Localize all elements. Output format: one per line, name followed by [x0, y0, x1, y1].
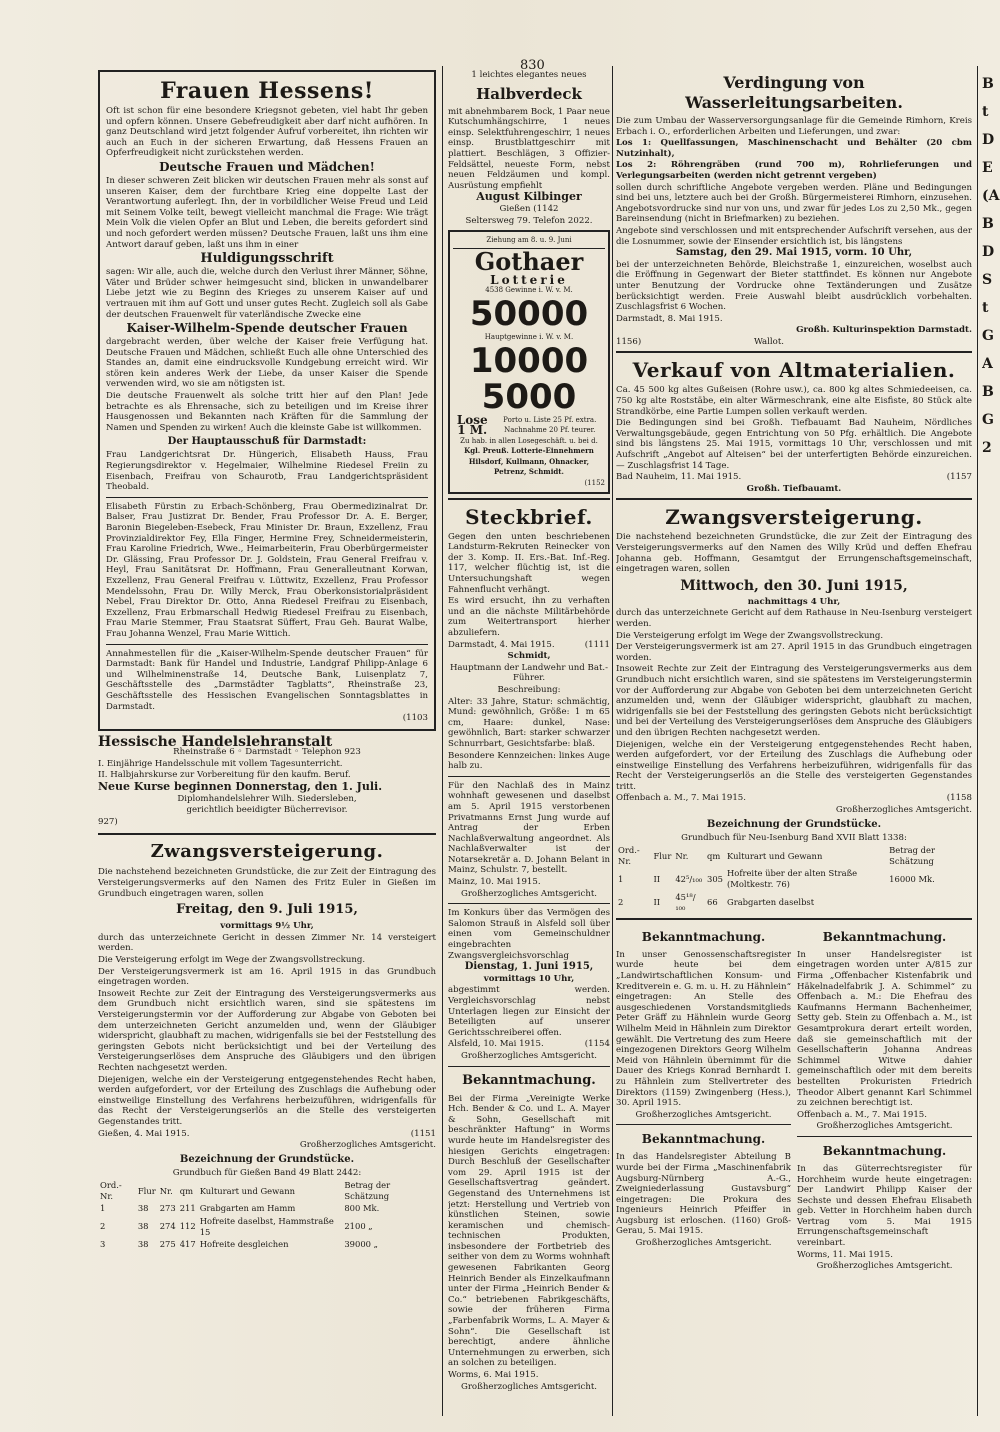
lottery-agent-names: Hilsdorf, Kullmann, Ohnacker, Petrenz, Schmidt. — [468, 456, 590, 477]
fragment: A — [982, 356, 993, 372]
auction-place: durch das unterzeichnete Gericht in dessen Zimmer Nr. 14 versteigert werden. — [98, 932, 436, 954]
carriage-firm: August Kilbinger — [476, 190, 582, 204]
lottery-date: Ziehung am 8. u. 9. Juni — [453, 235, 605, 249]
nachlass-text: Für den Nachlaß des in Mainz wohnhaft gewesenen und daselbst am 5. April 1915 verstorbenen Privatmanns Ernst Jung wurde auf Antrag der Erben Nachlaßverwaltung angeordnet. Als Nachlaßverwalter ist der Notarsekretär a. D. Johann Belant in Mainz, Schulstr. 7, bestellt. — [448, 780, 610, 876]
spende-title: Kaiser-Wilhelm-Spende deutscher Frauen — [126, 321, 408, 336]
bekannt-court: Großherzogliches Amtsgericht. — [460, 1381, 598, 1392]
fragment: G — [982, 328, 994, 344]
huldigung-text: sagen: Wir alle, auch die, welche durch den Verlust ihrer Männer, Söhne, Väter und Brüder schwer heimgesucht sind, blicken in unwandelbarer Liebe jetzt wie zu Beginn des Krieges zu unserem Kaiser auf und vertrauen mit ihm auf Gott und unser gutes Recht. Zugleich soll als Gabe der deutschen Frauenwelt für vaterländische Zwecke eine — [106, 267, 428, 320]
committee-names-2: Elisabeth Fürstin zu Erbach-Schönberg, Frau Obermedizinalrat Dr. Balser, Frau Justizrat Dr. Bender, Frau Professor Dr. A. E. Berger, Baronin Biegeleben-Esebeck, Frau Minister Dr. Braun, Exzellenz, Frau Provinzialdirektor Fey, Ella Finger, Hermine Frey, Schneidermeisterin, Frau Karoline Friedrich, Wwe., Heimarbeiterin, Frau Oberbürgermeister Dr. Glässing, Frau Professor Dr. J. Goldstein, Frau General Freifrau v. Heyl, Frau Sanitätsrat Dr. Hoffmann, Frau Generalleutnant Korwan, Exzellenz, Frau General Freifrau v. Lüttwitz, Exzellenz, Frau Professor Mendelssohn, Frau Dr. Willy Merck, Frau Oberkonsistorialpräsident Nebel, Frau Direktor Dr. Otto, Anna Riedesel Freifrau zu Eisenbach, Exzellenz, Frau Erbmarschall Hedwig Riedesel Freifrau zu Eisenbach, Frau Marie Stemmer, Frau Staatsrat Süffert, Frau Geh. Baurat Walbe, Frau Johanna Wenzel, Frau Marie Wittich. — [106, 501, 428, 639]
steckbrief-name: Schmidt, — [507, 651, 551, 662]
column-4-fragments — [982, 70, 1000, 1420]
table-header: Ord.-Nr. Flur Nr. qm Kulturart und Gewann Betrag der Schätzung — [100, 1180, 391, 1201]
nachlass-court: Großherzogliches Amtsgericht. — [460, 888, 598, 899]
fragment: (A — [982, 188, 1000, 204]
bk-left-text: In unser Genossenschaftsregister wurde heute bei dem „Landwirtschaftlichen Konsum- und Kreditverein e. G. m. u. H. zu Hähnlein“ eingetragen: An Stelle des ausgeschiedenen Vorstandsmitglieds Peter Gräff zu Hähnlein wurde Georg Wilhelm Meid in Hähnlein zum Direktor gewählt. Die Vertretung des zum Heere eingezogenen Direktors Georg Wilhelm Meid von Hähnlein übernimmt für die Dauer des Kriegs Konrad Bernhardt I. zu Hähnlein zum Stellvertreter des Direktors (1159) Zwingenberg (Hess.), 30. April 1915. — [616, 949, 791, 1109]
steckbrief-text2: Es wird ersucht, ihn zu verhaften und an die nächste Militärbehörde zum Weitertransport hierher abzuliefern. — [448, 596, 610, 638]
huldigung-title: Huldigungsschrift — [200, 251, 334, 267]
auction-title: Zwangsversteigerung. — [150, 841, 384, 863]
auction-p2: Der Versteigerungsvermerk ist am 16. April 1915 in das Grundbuch eingetragen worden. — [98, 966, 436, 988]
steckbrief-place: Darmstadt, 4. Mai 1915. (1111 — [448, 639, 610, 650]
call-text: Die deutsche Frauenwelt als solche tritt hier auf den Plan! Jede betrachte es als Ehrensache, sich zu beteiligen und im Kreise ihrer Hausgenossen und Bekannten nach Kräften für die Sammlung der Namen und Spenden zu wirken! Auch die kleinste Gabe ist willkommen. — [106, 391, 428, 433]
auction2-court: Großherzogliches Amtsgericht. — [835, 805, 972, 816]
auction-court: Großherzogliches Amtsgericht. — [299, 1140, 436, 1151]
school-ad — [98, 733, 436, 828]
school-courses: Neue Kurse beginnen Donnerstag, den 1. Juli. — [98, 780, 383, 794]
bk-left-title: Bekanntmachung. — [641, 929, 766, 944]
carriage-line1: 1 leichtes elegantes neues — [471, 70, 587, 80]
appeal-box — [98, 70, 436, 731]
bk-right-court: Großherzogliches Amtsgericht. — [816, 1121, 953, 1132]
table-header: Ord.-Nr. Flur Nr. qm Kulturart und Gewann Betrag der Schätzung — [618, 845, 935, 866]
auction2-p3: Insoweit Rechte zur Zeit der Eintragung des Versteigerungsvermerks aus dem Grundbuch nicht ersichtlich waren, sind sie spätestens im Versteigerungstermin vor der Aufforderung zur Abgabe von Geboten bei dem unterzeichneten Gericht anzumelden und, wenn der Gläubiger widerspricht, glaubhaft zu machen, widrigenfalls sie bei der Feststellung des geringsten Gebots nicht berücksichtigt und bei der Verteilung des Versteigerungserlöses dem Anspruche des Gläubigers und den übrigen Rechten nachgesetzt werden. — [616, 664, 972, 738]
carriage-text: mit abnehmbarem Bock, 1 Paar neue Kutschumhängschirre, 1 neues einsp. Selektfuhrengeschirr, 1 neues einsp. Brustblattgeschirr mit plattiert. Beschlägen, 3 Offizier-Feldsättel, neueste Form, nebst neuen Feldzäumen und kompl. Ausrüstung empfiehlt — [448, 106, 610, 191]
bekannt-place: Worms, 6. Mai 1915. — [448, 1370, 539, 1380]
collection-text: Annahmestellen für die „Kaiser-Wilhelm-Spende deutscher Frauen“ für Darmstadt: Bank für Handel und Industrie, Landgraf Philipp-Anlage 6 und Wilhelminenstraße 14, Deutsche Bank, Luisenplatz 7, Geschäftsstelle des „Darmstädter Tagblatts“, Rheinstraße 23, Geschäftsstelle des Hessischen Evangelischen Sonntagsblattes in Darmstadt. — [106, 648, 428, 712]
committee-names: Frau Landgerichtsrat Dr. Hüngerich, Elisabeth Hauss, Frau Regierungsdirektor v. Hegelmaier, Wilhelmine Riedesel Freiin zu Eisenbach, Freifrau von Schaurotb, Frau Landgerichtspräsident Theobald. — [106, 450, 428, 493]
steckbrief-desc: Alter: 33 Jahre, Statur: schmächtig, Mund: gewöhnlich, Größe: 1 m 65 cm, Haare: dunkel, Nase: gewöhnlich, Bart: starker schwarzer Schnurrbart, Gesichtsfarbe: blaß. — [448, 696, 610, 749]
verdingung-signer: 1156) Wallot. — [616, 336, 785, 347]
table-row: 3 38 275 417 Hofreite desgleichen 39000 „ — [100, 1239, 378, 1250]
auction2-grund-sub: Grundbuch für Neu-Isenburg Band XVII Blatt 1338: — [681, 832, 907, 843]
nachlass-place: Mainz, 10. Mai 1915. — [448, 877, 541, 888]
verdingung-title: Verdingung von Wasserleitungsarbeiten. — [685, 73, 903, 112]
lottery-agent: Kgl. Preuß. Lotterie-Einnehmern — [464, 446, 594, 456]
verdingung-text: Die zum Umbau der Wasserversorgungsanlage für die Gemeinde Rimhorn, Kreis Erbach i. O., erforderlichen Arbeiten und Lieferungen, und zwar: — [616, 116, 972, 137]
lottery-lose: Lose 1 M. — [456, 412, 488, 438]
auction2-p1: Die Versteigerung erfolgt im Wege der Zwangsvollstreckung. — [616, 630, 884, 641]
fragment: D — [982, 132, 995, 148]
altmaterial-place: Bad Nauheim, 11. Mai 1915. (1157 — [616, 472, 972, 483]
fragment: B — [982, 384, 994, 400]
bekannt-text: Bei der Firma „Vereinigte Werke Hch. Bender & Co. und L. A. Mayer & Sohn, Gesellschaft mit beschränkter Haftung“ in Worms wurde heute im Handelsregister des hiesigen Gerichts eingetragen: Durch Beschluß der Gesellschafter vom 29. April 1915 ist der Gesellschaftsvertrag geändert. Gegenstand des Unternehmens ist jetzt: Herstellung und Vertrieb von künstlichen Steinen, sowie keramischen und chemisch-technischen Produkten, insbesondere der Fortbetrieb des seither von dem zu Worms wohnhaft gewesenen Fabrikanten Georg Heinrich Bender als Einzelkaufmann unter der Firma „Heinrich Bender & Co.“ betriebenen Fabrikgeschäfts, sowie der früheren Firma „Farbenfabrik Worms, L. A. Mayer & Sohn“. Die Gesellschaft ist berechtigt, andere ähnliche Unternehmungen zu erwerben, sich an solchen zu beteiligen. — [448, 1093, 610, 1369]
bekannt-title: Bekanntmachung. — [462, 1072, 596, 1088]
notice-grid — [616, 924, 972, 1273]
auction2-p4: Diejenigen, welche ein der Versteigerung entgegenstehendes Recht haben, werden aufgefordert, vor der Erteilung des Zuschlags die Aufhebung oder einstweilige Einstellung des Verfahrens herbeizuführen, widrigenfalls für das Recht der Versteigerungserlös an die Stelle des versteigerten Gegenstandes tritt. — [616, 739, 972, 792]
verdingung — [616, 73, 972, 347]
notice-right — [797, 924, 972, 1273]
auction-date: Freitag, den 9. Juli 1915, — [176, 902, 358, 918]
altmaterial-text2: Die Bedingungen sind bei Großh. Tiefbauamt Bad Nauheim, Nördliches Verwaltungsgebäude, gegen Entrichtung von 50 Pfg. erhältlich. Die Angebote sind bis längstens 25. Mai 1915, vormittags 10 Uhr, verschlossen und mit Aufschrift „Angebot auf Alteisen“ bei der unterfertigten Behörde einzureichen. — Zuschlagsfrist 14 Tage. — [616, 418, 972, 471]
steckbrief — [448, 504, 610, 772]
verdingung-los2: Los 2: Röhrengräben (rund 700 m), Rohrlieferungen und Verlegungsarbeiten (werden nicht getrennt vergeben) — [616, 160, 972, 181]
steckbrief-rank: Hauptmann der Landwehr und Bat.-Führer. — [449, 662, 609, 684]
auction-p3: Insoweit Rechte zur Zeit der Eintragung des Versteigerungsvermerks aus dem Grundbuch nicht ersichtlich waren, sind sie spätestens im Versteigerungstermin vor der Aufforderung zur Abgabe von Geboten bei dem unterzeichneten Gericht anzumelden und, wenn der Gläubiger widerspricht, glaubhaft zu machen, widrigenfalls sie bei der Feststellung des geringsten Gebots nicht berücksichtigt und bei der Verteilung des Versteigerungserlöses dem Anspruche des Gläubigers und den übrigen Rechten nachgesetzt werden. — [98, 988, 436, 1073]
appeal-body: In dieser schweren Zeit blicken wir deutschen Frauen mehr als sonst auf unseren Kaiser, dem der furchtbare Krieg eine doppelte Last der Verantwortung auferlegt. Ihn, der in vorbildlicher Weise Freud und Leid mit Seinem Volke teilt, bewegt vielleicht manchmal die Frage: Wie trägt Mein Volk die vielen Opfer an Blut und Leben, die bereits gefordert sind und noch gefordert werden müssen? Deutsche Frauen, laßt uns ihm eine Antwort darauf geben, laßt uns ihm in einer — [106, 175, 428, 250]
bk-right-title: Bekanntmachung. — [822, 929, 947, 944]
verdingung-place: Darmstadt, 8. Mai 1915. — [616, 313, 723, 324]
auction2-p2: Der Versteigerungsvermerk ist am 27. April 1915 in das Grundbuch eingetragen worden. — [616, 642, 972, 663]
appeal-intro: Oft ist schon für eine besondere Kriegsnot gebeten, viel habt Ihr geben und opfern können. Unsere Gebefreudigkeit aber darf nicht aufhören. In ganz Deutschland wird jetzt folgender Aufruf vorbereitet, ihn richten wir auch an Euch in der sicheren Erwartung, daß Hessens Frauen an Opferfreudigkeit nicht zurückstehen werden. — [106, 106, 428, 159]
fragment: t — [982, 104, 989, 120]
fragment: B — [982, 76, 994, 92]
column-rule — [442, 66, 443, 1416]
bk-left2-title: Bekanntmachung. — [641, 1132, 766, 1147]
school-line1: I. Einjährige Handelsschule mit vollem Tagesunterricht. — [98, 758, 343, 769]
bk-right-place: Offenbach a. M., 7. Mai 1915. — [797, 1109, 927, 1120]
column-3 — [616, 70, 972, 1420]
fragment: 2 — [982, 440, 992, 456]
bekannt-notice — [448, 1071, 610, 1393]
school-line2: II. Halbjahrskurse zur Vorbereitung für den kaufm. Beruf. — [98, 770, 351, 781]
fragment: t — [982, 300, 989, 316]
konkurs-date: Dienstag, 1. Juni 1915, — [464, 961, 594, 973]
column-rule — [977, 66, 978, 1416]
table-row: 1 38 273 211 Grabgarten am Hamm 800 Mk. — [100, 1203, 380, 1214]
fragment: D — [982, 244, 995, 260]
auction2-location-date: Offenbach a. M., 7. Mai 1915. (1158 — [616, 793, 972, 804]
verdingung-text4: bei der unterzeichneten Behörde, Bleichstraße 1, einzureichen, woselbst auch die Eröffnung in Gegenwart der Bieter stattfindet. Es können nur Angebote unter Benutzung der Vordrucke ohne Textänderungen und Zusätze berücksichtigt werden. Freie Auswahl bleibt ausdrücklich vorbehalten. Zuschlagsfrist 6 Wochen. — [616, 259, 972, 313]
carriage-title: Halbverdeck — [476, 84, 582, 103]
lottery-sellers: Zu hab. in allen Losegeschäft. u. bei d. — [460, 436, 598, 445]
verdingung-text2: sollen durch schriftliche Angebote vergeben werden. Pläne und Bedingungen sind bei uns, letztere auch bei der Großh. Bürgermeisterei Rimhorn, einzusehen. Angebotsvordrucke sind nur von uns, und zwar für jedes Los zu 2,50 Mk., gegen Bareinsendung (nicht in Briefmarken) zu beziehen. — [616, 182, 972, 225]
auction-p1: Die Versteigerung erfolgt im Wege der Zwangsvollstreckung. — [98, 955, 366, 965]
lottery-name2: Lotterie — [490, 272, 568, 287]
auction-location-date: Gießen, 4. Mai 1915. (1151 — [98, 1128, 436, 1139]
auction-1 — [98, 839, 436, 1250]
konkurs-text: Im Konkurs über das Vermögen des Salomon Strauß in Alsfeld soll über einen vom Gemeinschuldner eingebrachten Zwangsvergleichsvorschlag — [448, 908, 610, 961]
auction-time: vormittags 9½ Uhr, — [220, 921, 314, 932]
altmaterial-title: Verkauf von Altmaterialien. — [632, 358, 956, 383]
nachlass-notice — [448, 781, 610, 900]
notice-left — [616, 924, 791, 1273]
lottery-big3: 5000 — [481, 376, 577, 417]
verdingung-los1: Los 1: Quellfassungen, Maschinenschacht und Behälter (20 cbm Nutzinhalt), — [616, 138, 972, 159]
steckbrief-text: Gegen den unten beschriebenen Landsturm-Rekruten Reinecker von der 3. Komp. II. Ers.-Bat. Inf.-Reg. 117, welcher flüchtig ist, ist die Untersuchungshaft wegen Fahnenflucht verhängt. — [448, 531, 610, 595]
school-title: Hessische Handelslehranstalt — [98, 733, 333, 750]
lottery-ref: (1152 — [584, 479, 605, 488]
table-row: 2 38 274 112 Hofreite daselbst, Hammstraße 15 2100 „ — [100, 1216, 373, 1237]
fragment: E — [982, 160, 993, 176]
bk-right2-court: Großherzogliches Amtsgericht. — [816, 1261, 953, 1272]
school-address: Rheinstraße 6 ◦ Darmstadt ◦ Telephon 923 — [173, 747, 361, 758]
auction2-grund-title: Bezeichnung der Grundstücke. — [706, 818, 882, 830]
carriage-address: Seltersweg 79. Telefon 2022. — [465, 215, 593, 226]
lottery-main: Hauptgewinne i. W. v. M. — [484, 332, 574, 341]
auction-grund-title: Bezeichnung der Grundstücke. — [179, 1153, 355, 1165]
appeal-subtitle: Deutsche Frauen und Mädchen! — [159, 159, 375, 174]
carriage-ad — [448, 70, 610, 226]
altmaterial — [616, 357, 972, 494]
bk-right2-place: Worms, 11. Mai 1915. — [797, 1249, 893, 1260]
bk-left2-text: In das Handelsregister Abteilung B wurde bei der Firma „Maschinenfabrik Augsburg-Nürnberg A.-G., Zweigniederlassung Gustavsburg“ eingetragen: Die Prokura des Ingenieurs Heinrich Pfeiffer in Augsburg ist erloschen. (1160) Groß-Gerau, 5. Mai 1915. — [616, 1152, 791, 1237]
table-row: 2 II 45¹⁸/₁₀₀ 66 Grabgarten daselbst — [618, 891, 815, 913]
appeal-title: Frauen Hessens! — [160, 78, 374, 104]
fragment: S — [982, 272, 993, 288]
lottery-name: Gothaer — [474, 246, 584, 276]
altmaterial-text: Ca. 45 500 kg altes Gußeisen (Rohre usw.), ca. 800 kg altes Schmiedeeisen, ca. 750 kg alte Roststäbe, ein alter Wärmeschrank, eine alte Eisfiste, 80 Stück alte Strandkörbe, eine Partie Lumpen sollen verkauft werden. — [616, 385, 972, 417]
auction2-title: Zwangsversteigerung. — [665, 505, 923, 530]
verdingung-date: Samstag, den 29. Mai 1915, vorm. 10 Uhr, — [675, 247, 913, 259]
auction-table — [98, 1179, 436, 1251]
bk-left2-court: Großherzogliches Amtsgericht. — [635, 1238, 772, 1249]
auction2-time: nachmittags 4 Uhr, — [747, 596, 841, 607]
page-number: 830 — [520, 58, 545, 73]
auction2-table — [616, 844, 972, 914]
steckbrief-title: Steckbrief. — [465, 504, 593, 529]
bk-right2-title: Bekanntmachung. — [822, 1143, 947, 1158]
column-rule — [612, 66, 613, 1416]
committee-title: Der Hauptausschuß für Darmstadt: — [167, 436, 367, 448]
fragment: G — [982, 412, 994, 428]
carriage-city: Gießen (1142 — [499, 203, 559, 214]
lottery-porto: Porto u. Liste 25 Pf. extra. Nachnahme 20 Pf. teurer. — [503, 415, 597, 435]
column-2 — [448, 70, 610, 1420]
bk-left-court: Großherzogliches Amtsgericht. — [635, 1109, 772, 1120]
auction-2 — [616, 504, 972, 913]
konkurs-place: Alsfeld, 10. Mai 1915. (1154 — [448, 1039, 610, 1050]
auction2-intro: Die nachstehend bezeichneten Grundstücke, die zur Zeit der Eintragung des Versteigerungsvermerks auf den Namen des Willy Krüd und deffen Ehefrau Johanna geb. Hoffmann, Gesamtgut der Errungenschaftsgemeinschaft, eingetragen waren, sollen — [616, 532, 972, 575]
school-director: Diplomhandelslehrer Wilh. Siedersleben, — [177, 793, 357, 804]
lottery-wins: 4538 Gewinne i. W. v. M. — [485, 286, 573, 295]
column-1 — [98, 70, 436, 1420]
lottery-ad — [448, 230, 610, 494]
verdingung-text3: Angebote sind verschlossen und mit entsprechender Aufschrift versehen, aus der die Losnummer, sowie der Einsender ersichtlich ist, bis längstens — [616, 225, 972, 247]
lottery-big1: 50000 — [469, 293, 589, 334]
school-ref: 927) — [98, 816, 118, 827]
auction2-date: Mittwoch, den 30. Juni 1915, — [680, 577, 908, 594]
school-director-sub: gerichtlich beeidigter Bücherrevisor. — [186, 805, 348, 816]
auction2-place: durch das unterzeichnete Gericht auf dem Rathause in Neu-Isenburg versteigert werden. — [616, 608, 972, 629]
auction-p4: Diejenigen, welche ein der Versteigerung entgegenstehendes Recht haben, werden aufgefordert, vor der Erteilung des Zuschlags die Aufhebung oder einstweilige Einstellung des Verfahrens herbeizuführen, widrigenfalls für das Recht der Versteigerungserlös an die Stelle des versteigerten Gegenstandes tritt. — [98, 1074, 436, 1127]
steckbrief-desc-title: Beschreibung: — [497, 684, 561, 695]
konkurs-court: Großherzogliches Amtsgericht. — [460, 1050, 598, 1061]
konkurs-notice — [448, 908, 610, 1061]
table-row: 1 II 42⁵/₁₀₀ 305 Hofreite über der alten Straße (Moltkestr. 76) 16000 Mk. — [618, 868, 935, 890]
konkurs-text2: abgestimmt werden. Vergleichsvorschlag nebst Unterlagen liegen zur Einsicht der Beteiligten auf unserer Gerichtsschreiberei offen. — [448, 985, 610, 1038]
konkurs-time: vormittags 10 Uhr, — [483, 973, 575, 984]
lottery-big2: 10000 — [469, 340, 589, 381]
verdingung-office: Großh. Kulturinspektion Darmstadt. — [796, 325, 972, 336]
bk-right-text: In unser Handelsregister ist eingetragen worden unter A/815 zur Firma „Offenbacher Kistenfabrik und Häkelnadelfabrik J. A. Schimmel“ zu Offenbach a. M.: Die Ehefrau des Kaufmanns Hermann Bachenheimer, Setty geb. Stein zu Offenbach a. M., ist Gesamtprokura derart erteilt worden, daß sie gemeinschaftlich mit der Gesellschafterin Johanna Andreas Schimmel Witwe dahier gemeinschaftlich oder mit dem bereits bestellten Prokuristen Friedrich Theodor Albert genannt Karl Schimmel zu zeichnen berechtigt ist. — [797, 949, 972, 1109]
steckbrief-marks: Besondere Kennzeichen: linkes Auge halb zu. — [448, 750, 610, 772]
auction-intro: Die nachstehend bezeichneten Grundstücke, die zur Zeit der Eintragung des Versteigerungsvermerks auf den Namen des Fritz Euler in Gießen im Grundbuch eingetragen waren, sollen — [98, 867, 436, 899]
appeal-ref: (1103 — [402, 713, 428, 724]
spende-text: dargebracht werden, über welche der Kaiser freie Verfügung hat. Deutsche Frauen und Mädchen, schließt Euch alle ohne Unterschied des Standes an, damit eine eindrucksvolle Kundgebung erreicht wird. Wir stören kein anderes Werk der Liebe, da unser Kaiser die Spende verwenden wird, wo sie am nötigsten ist. — [106, 337, 428, 390]
altmaterial-office: Großh. Tiefbauamt. — [746, 483, 842, 494]
bk-right2-text: In das Güterrechtsregister für Horchheim wurde heute eingetragen: Der Landwirt Philipp Kaiser der Sechste und dessen Ehefrau Elisabeth geb. Vetter in Horchheim haben durch Vertrag vom 5. Mai 1915 Errungenschaftsgemeinschaft vereinbart. — [797, 1163, 972, 1249]
auction-grund-sub: Grundbuch für Gießen Band 49 Blatt 2442: — [172, 1167, 362, 1178]
fragment: B — [982, 216, 994, 232]
